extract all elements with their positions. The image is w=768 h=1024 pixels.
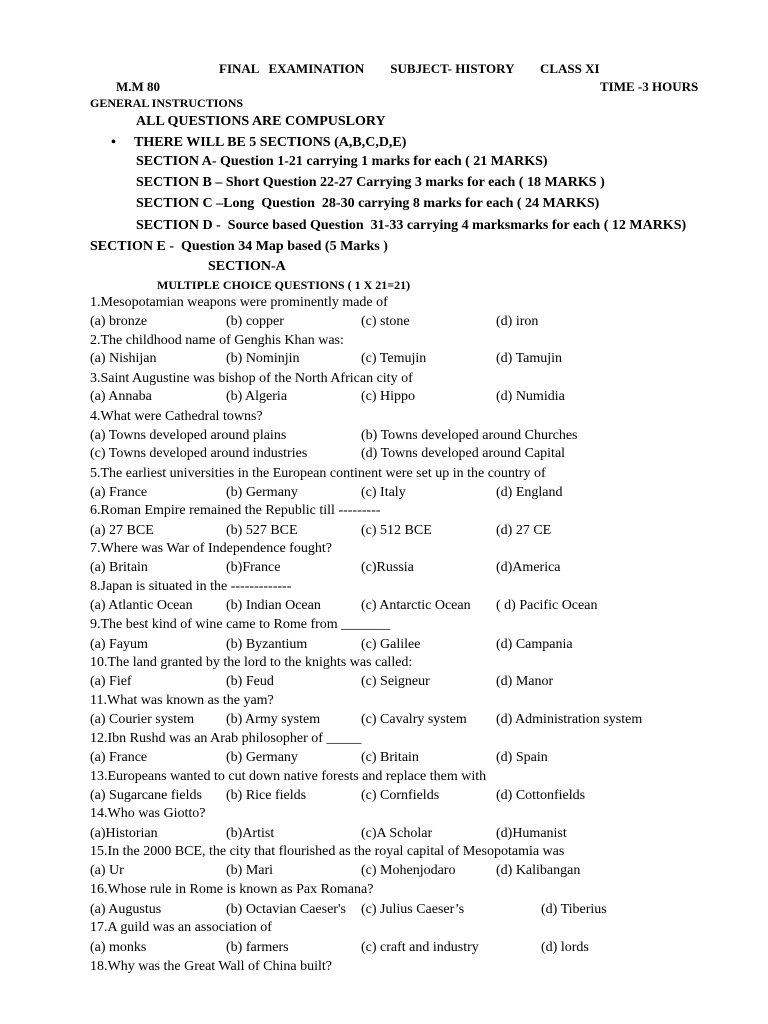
answer-option: (d) Campania [496, 637, 573, 652]
answer-option: (d) Manor [496, 674, 554, 689]
question-text: 4.What were Cathedral towns? [90, 409, 263, 424]
answer-option: (b) Mari [226, 863, 274, 878]
answer-option: (c) 512 BCE [361, 523, 432, 538]
question-text: 12.Ibn Rushd was an Arab philosopher of _____ [90, 731, 362, 746]
answer-option: (a) Courier system [90, 712, 195, 727]
instruction-compulsory: ALL QUESTIONS ARE COMPUSLORY [136, 114, 386, 129]
answer-option: (d) Kalibangan [496, 863, 581, 878]
answer-option: (d) Cottonfields [496, 788, 586, 803]
answer-option: (d)Humanist [496, 826, 567, 841]
answer-option: (a)Historian [90, 826, 158, 841]
section-heading: SECTION-A [208, 259, 286, 274]
answer-option: (b) Algeria [226, 389, 288, 404]
answer-option: (d)America [496, 560, 561, 575]
answer-option: (b) Indian Ocean [226, 598, 321, 613]
question-text: 18.Why was the Great Wall of China built? [90, 959, 332, 974]
answer-option: (a) Atlantic Ocean [90, 598, 193, 613]
answer-option: (d) iron [496, 314, 539, 329]
answer-option: (d) Spain [496, 750, 548, 765]
question-text: 14.Who was Giotto? [90, 806, 206, 821]
answer-option: (a) Sugarcane fields [90, 788, 202, 803]
question-text: 3.Saint Augustine was bishop of the North African city of [90, 371, 413, 386]
answer-option: (a) Annaba [90, 389, 152, 404]
answer-option: (b)Artist [226, 826, 275, 841]
question-text: 10.The land granted by the lord to the knights was called: [90, 655, 413, 670]
question-text: 16.Whose rule in Rome is known as Pax Romana? [90, 882, 374, 897]
general-instructions-heading: GENERAL INSTRUCTIONS [90, 96, 244, 110]
answer-option: (d) Administration system [496, 712, 643, 727]
answer-option: (b) Rice fields [226, 788, 307, 803]
answer-option: (d) Numidia [496, 389, 565, 404]
answer-option: (c) Hippo [361, 389, 416, 404]
answer-option: (b) Feud [226, 674, 274, 689]
answer-option: (a) France [90, 485, 148, 500]
answer-option: (a) bronze [90, 314, 148, 329]
answer-option: (a) monks [90, 940, 147, 955]
instruction-sections-count: THERE WILL BE 5 SECTIONS (A,B,C,D,E) [134, 135, 407, 150]
answer-option: (c) Julius Caeser’s [361, 902, 465, 917]
answer-option: (d) lords [541, 940, 589, 955]
question-text: 7.Where was War of Independence fought? [90, 541, 332, 556]
answer-option: (b) Germany [226, 750, 298, 765]
question-text: 9.The best kind of wine came to Rome from _______ [90, 617, 391, 632]
instruction-section-a: SECTION A- Question 1-21 carrying 1 marks for each ( 21 MARKS) [136, 154, 548, 169]
answer-option: (c) Mohenjodaro [361, 863, 456, 878]
exam-title: FINAL EXAMINATION SUBJECT- HISTORY CLASS XI [219, 61, 600, 76]
question-text: 8.Japan is situated in the ------------- [90, 579, 292, 594]
answer-option: (d) England [496, 485, 563, 500]
answer-option: (c) Antarctic Ocean [361, 598, 471, 613]
answer-option: (b) Octavian Caeser's [226, 902, 346, 917]
answer-option: (d) Towns developed around Capital [361, 446, 566, 461]
question-text: 5.The earliest universities in the European continent were set up in the country of [90, 466, 546, 481]
answer-option: (b) Towns developed around Churches [361, 428, 578, 443]
question-text: 1.Mesopotamian weapons were prominently made of [90, 295, 388, 310]
answer-option: (d) Tiberius [541, 902, 607, 917]
answer-option: (c) Cavalry system [361, 712, 467, 727]
answer-option: (b) copper [226, 314, 284, 329]
answer-option: (c) Italy [361, 485, 406, 500]
instruction-section-b: SECTION B – Short Question 22-27 Carrying 3 marks for each ( 18 MARKS ) [136, 175, 605, 190]
answer-option: (b) Nominjin [226, 351, 300, 366]
answer-option: (a) Fayum [90, 637, 148, 652]
instruction-section-d: SECTION D - Source based Question 31-33 carrying 4 marksmarks for each ( 12 MARKS) [136, 218, 687, 233]
answer-option: (c) Britain [361, 750, 419, 765]
question-text: 17.A guild was an association of [90, 920, 272, 935]
answer-option: (c) Cornfields [361, 788, 440, 803]
question-text: 13.Europeans wanted to cut down native forests and replace them with [90, 769, 487, 784]
instruction-section-c: SECTION C –Long Question 28-30 carrying 8 marks for each ( 24 MARKS) [136, 196, 600, 211]
answer-option: (a) 27 BCE [90, 523, 154, 538]
answer-option: (c) stone [361, 314, 410, 329]
question-text: 15.In the 2000 BCE, the city that flourished as the royal capital of Mesopotamia was [90, 844, 565, 859]
question-text: 6.Roman Empire remained the Republic till --------- [90, 503, 381, 518]
question-text: 2.The childhood name of Genghis Khan was: [90, 333, 344, 348]
answer-option: ( d) Pacific Ocean [496, 598, 598, 613]
answer-option: (c) Galilee [361, 637, 421, 652]
instruction-section-e: SECTION E - Question 34 Map based (5 Marks ) [90, 239, 388, 254]
answer-option: (b)France [226, 560, 281, 575]
question-text: 11.What was known as the yam? [90, 693, 274, 708]
answer-option: (a) Britain [90, 560, 148, 575]
answer-option: (a) Augustus [90, 902, 162, 917]
answer-option: (c) Seigneur [361, 674, 430, 689]
max-marks: M.M 80 [116, 79, 161, 94]
answer-option: (a) Nishijan [90, 351, 157, 366]
exam-time: TIME -3 HOURS [600, 79, 699, 94]
answer-option: (c)A Scholar [361, 826, 433, 841]
answer-option: (c)Russia [361, 560, 414, 575]
answer-option: (c) craft and industry [361, 940, 479, 955]
answer-option: (a) France [90, 750, 148, 765]
answer-option: (b) farmers [226, 940, 289, 955]
answer-option: (d) Tamujin [496, 351, 563, 366]
answer-option: (c) Temujin [361, 351, 427, 366]
answer-option: (c) Towns developed around industries [90, 446, 308, 461]
answer-option: (b) Byzantium [226, 637, 308, 652]
answer-option: (b) Army system [226, 712, 321, 727]
answer-option: (b) Germany [226, 485, 298, 500]
answer-option: (a) Fief [90, 674, 132, 689]
answer-option: (a) Ur [90, 863, 124, 878]
bullet-icon: • [111, 135, 116, 150]
answer-option: (a) Towns developed around plains [90, 428, 287, 443]
mcq-heading: MULTIPLE CHOICE QUESTIONS ( 1 X 21=21) [157, 278, 411, 292]
answer-option: (d) 27 CE [496, 523, 552, 538]
answer-option: (b) 527 BCE [226, 523, 298, 538]
